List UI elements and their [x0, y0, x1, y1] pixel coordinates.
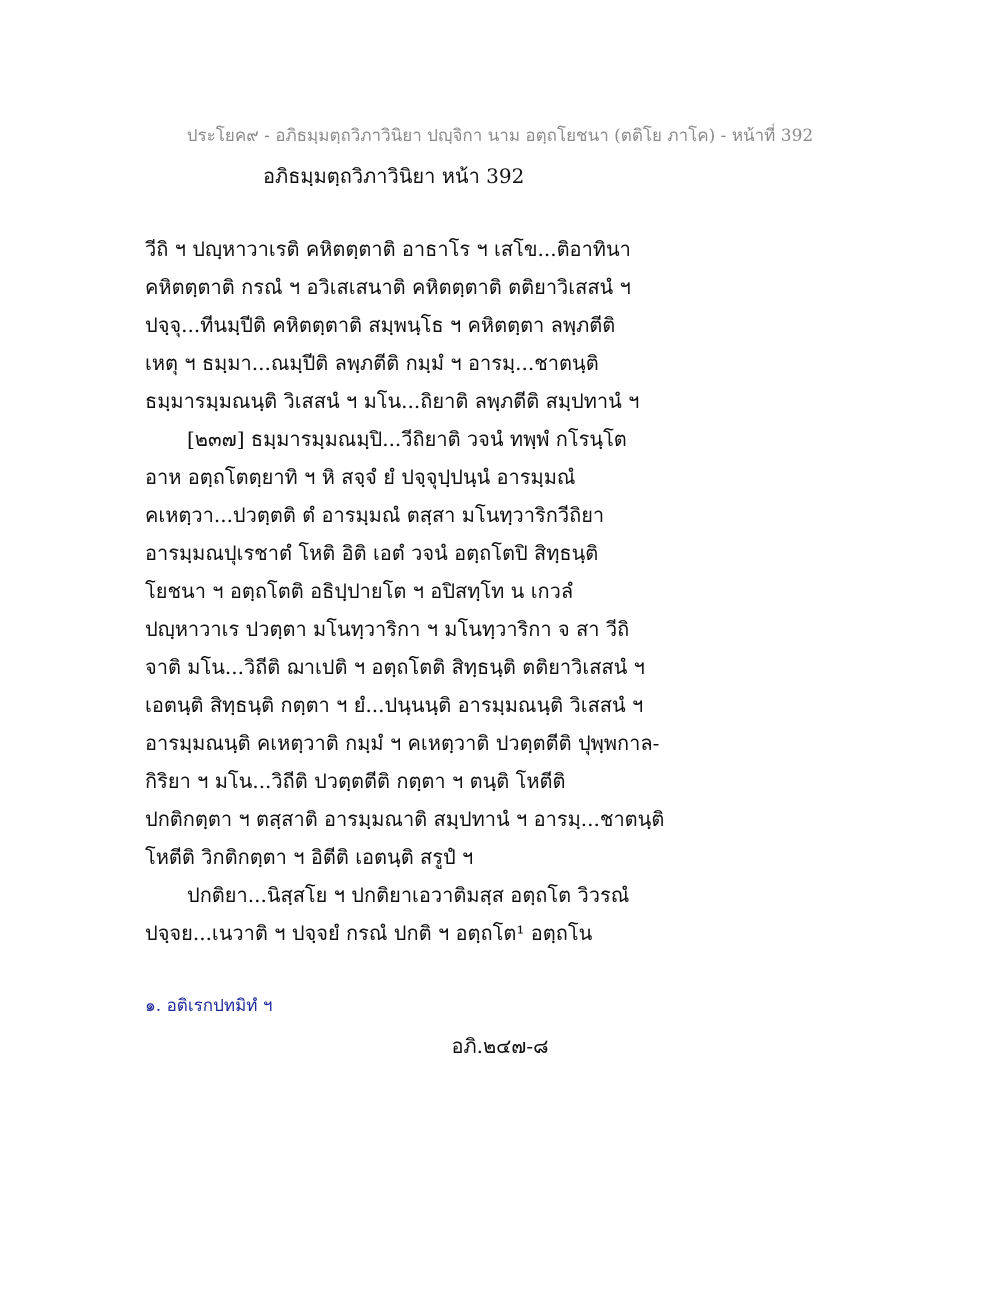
paragraph-first-line: ปกติยา...นิสฺสโย ฯ ปกติยาเอวาติมสฺส อตฺถโต วิวรณํ — [187, 883, 630, 907]
text-line: ปจฺจุ...ทีนมฺปีติ คหิตตฺตาติ สมฺพนฺโธ ฯ คหิตตฺตา ลพฺภตีติ — [145, 313, 616, 337]
text-line: คหิตตฺตาติ กรณํ ฯ อวิเสเสนาติ คหิตตฺตาติ ตติยาวิเสสนํ ฯ — [145, 275, 631, 299]
body-text — [145, 230, 705, 952]
text-line: ปกติกตฺตา ฯ ตสฺสาติ อารมฺมณาติ สมฺปทานํ ฯ อารมฺ...ชาตนฺติ — [145, 807, 665, 831]
text-line: วีถิ ฯ ปญฺหาวาเรติ คหิตตฺตาติ อาธาโร ฯ เสโข...ติอาทินา — [145, 237, 631, 261]
text-line: จาติ มโน...วิถีติ ฌาเปติ ฯ อตฺถโตติ สิทฺธนฺติ ตติยาวิเสสนํ ฯ — [145, 655, 645, 679]
running-header: ประโยค๙ - อภิธมฺมตฺถวิภาวินิยา ปญฺจิกา นาม อตฺถโยชนา (ตติโย ภาโค) - หน้าที่ 392 — [186, 126, 814, 146]
text-line: อาห อตฺถโตตฺยาทิ ฯ หิ สจฺจํ ยํ ปจฺจุปฺปนฺนํ อารมฺมณํ — [145, 465, 576, 489]
text-line: โยชนา ฯ อตฺถโตติ อธิปฺปายโต ฯ อปิสทฺโท น เกวลํ — [145, 579, 574, 603]
text-line: เอตนฺติ สิทฺธนฺติ กตฺตา ฯ ยํ...ปนฺนนฺติ อารมฺมณนฺติ วิเสสนํ ฯ — [145, 693, 644, 717]
text-line: ปจฺจย...เนวาติ ฯ ปจฺจยํ กรณํ ปกติ ฯ อตฺถโต¹ อตฺถโน — [145, 921, 593, 945]
text-line: อารมฺมณนฺติ คเหตฺวาติ กมฺมํ ฯ คเหตฺวาติ ปวตฺตตีติ ปุพฺพกาล- — [145, 731, 660, 755]
text-line: อารมฺมณปุเรชาตํ โหติ อิติ เอตํ วจนํ อตฺถโตปิ สิทฺธนฺติ — [145, 541, 599, 565]
page-reference: อภิ.๒๔๗-๘ — [451, 1034, 549, 1058]
text-line: เหตุ ฯ ธมฺมา...ณมฺปีติ ลพฺภตีติ กมฺมํ ฯ อารมฺ...ชาตนฺติ — [145, 351, 599, 375]
page-title: อภิธมฺมตฺถวิภาวินิยา หน้า 392 — [263, 164, 525, 188]
paragraph-first-line: [๒๓๗] ธมฺมารมฺมณมฺปิ...วีถิยาติ วจนํ ทพฺพํ กโรนฺโต — [187, 427, 627, 451]
text-line: โหตีติ วิกติกตฺตา ฯ อิตีติ เอตนฺติ สรูปํ ฯ — [145, 845, 474, 869]
footnote: ๑. อติเรกปทมิทํ ฯ — [145, 996, 273, 1016]
text-line: คเหตฺวา...ปวตฺตติ ตํ อารมฺมณํ ตสฺสา มโนทฺวาริกวีถิยา — [145, 503, 605, 527]
text-line: ปญฺหาวาเร ปวตฺตา มโนทฺวาริกา ฯ มโนทฺวาริกา จ สา วีถิ — [145, 617, 630, 641]
text-line: กิริยา ฯ มโน...วิถีติ ปวตฺตตีติ กตฺตา ฯ ตนฺติ โหตีติ — [145, 769, 566, 793]
text-line: ธมฺมารมฺมณนฺติ วิเสสนํ ฯ มโน...ถิยาติ ลพฺภตีติ สมฺปทานํ ฯ — [145, 389, 640, 413]
